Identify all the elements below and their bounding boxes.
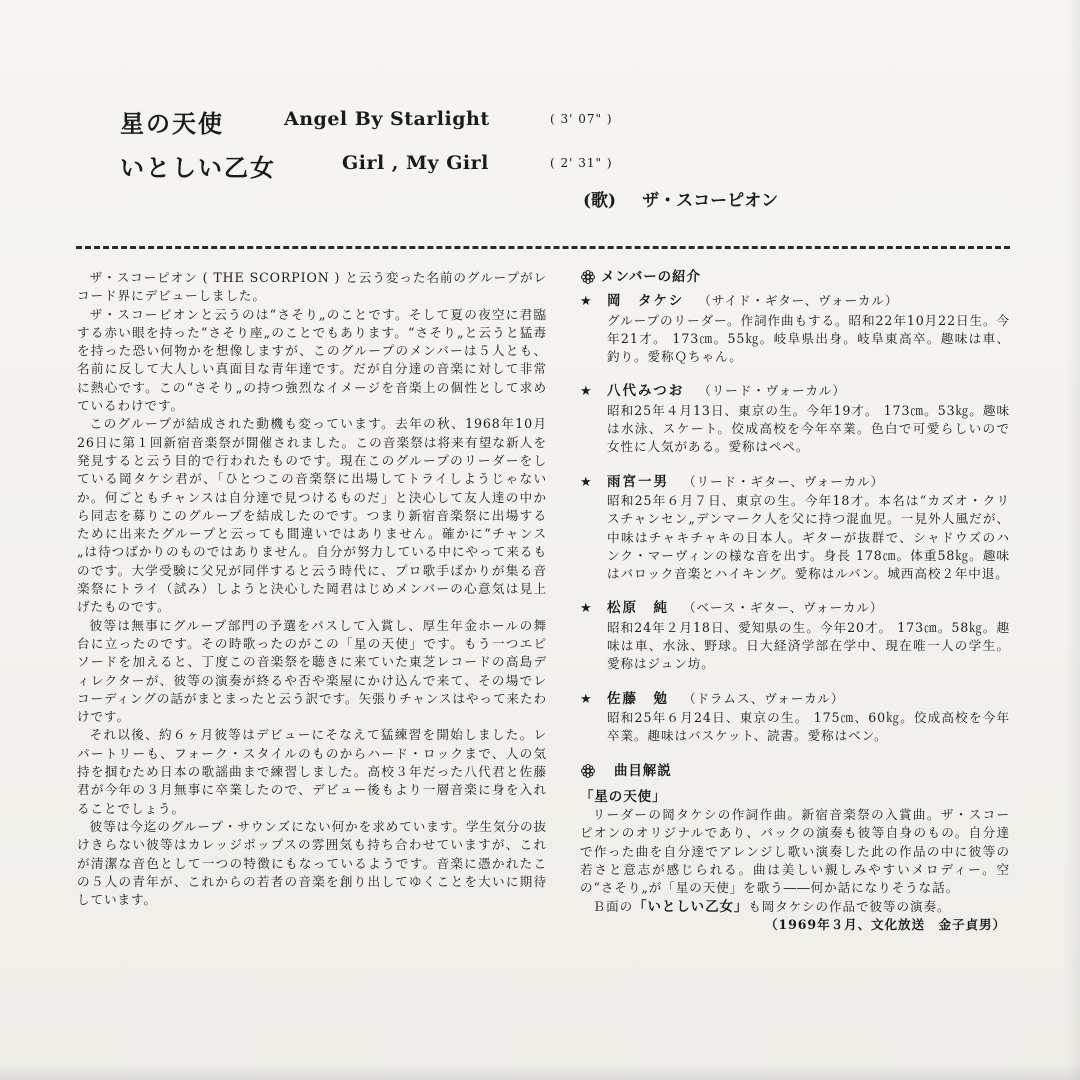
star-icon: ★ — [580, 601, 593, 617]
member-role: （リード・ギター、ヴォーカル） — [683, 473, 885, 489]
members-heading — [580, 268, 1010, 286]
member-role: （リード・ヴォーカル） — [698, 383, 846, 399]
member-description: グループのリーダー。作詞作曲もする。昭和22年10月22日生。今年21才。 173㎝。55㎏。岐阜県出身。岐阜東高卒。趣味は車、釣り。愛称Ｑちゃん。 — [607, 312, 1010, 365]
artist-credit — [583, 186, 778, 211]
song-2-duration: ( 2' 31" ) — [550, 156, 613, 170]
member-name: 佐藤 勉 — [607, 690, 669, 707]
intro-paragraph: ザ・スコーピオンと云うのは“さそり„のことです。そして夏の夜空に君臨する赤い眼を持った“さそり座„のことでもあります。“さそり„と云うと猛毒を持った恐い何物かを想像しますが、このグループのメンバーは５人とも、名前に反して大人しい真面目な青年達です。だが自分達の音楽に対して非常に熱心です。この“さそり„の持つ強烈なイメージを音楽上の個性として求めているわけです。 — [77, 306, 547, 414]
song-2-title-en: Girl , My Girl — [342, 152, 489, 174]
members-column — [580, 268, 1010, 934]
star-icon: ★ — [580, 384, 593, 400]
song-1-duration: ( 3' 07" ) — [550, 112, 613, 126]
member-role: （ドラムス、ヴォーカル） — [683, 690, 845, 706]
member-description: 昭和25年６月24日、東京の生。 175㎝、60㎏。佼成高校を今年卒業。趣味はバスケット、読書。愛称はベン。 — [607, 709, 1010, 744]
sheet-bottom-shadow — [0, 1062, 1080, 1080]
star-icon: ★ — [580, 474, 593, 490]
intro-paragraph: ザ・スコーピオン ( THE SCORPION ) と云う変った名前のグループがレコード界にデビューしました。 — [77, 270, 547, 304]
dashed-divider — [76, 246, 1010, 249]
song-1-title-en: Angel By Starlight — [284, 108, 490, 130]
member-entry — [580, 382, 1010, 456]
song-2-title-jp: いとしい乙女 — [120, 153, 276, 182]
intro-paragraph: このグループが結成された動機も変っています。去年の秋、1968年10月26日に第１回新宿音楽祭が開催されました。この音楽祭は将来有望な新人を発見すると云う目的で行われたものです。現在このグループのリーダーをしている岡タケシ君が、「ひとつこの音楽祭に出場してトライしようじゃないか。何ごともチャンスは自分達で見つけるものだ」と決心して友人達の中から同志を募りこのグループを結成したのです。つまり新宿音楽祭に出場するために出来たグループと云っても間違いではありません。確かに“チャンス„は待つばかりのものではありません。自分が努力している中にやって来るものです。大学受験に父兄が同伴すると云う時代に、プロ歌手ばかりが集る音楽祭にトライ（試み）しようと決心した岡君はじめメンバーの心意気は見上げたものです。 — [77, 416, 547, 615]
intro-column — [77, 269, 547, 909]
member-entry — [580, 473, 1010, 584]
b-side-prefix: Ｂ面の — [592, 898, 634, 914]
songs-heading — [580, 762, 1010, 780]
artist-name: ザ・スコーピオン — [642, 191, 779, 211]
member-entry — [580, 599, 1010, 673]
members-heading-text: メンバーの紹介 — [601, 269, 701, 285]
member-description: 昭和24年２月18日、愛知県の生。今年20才。 173㎝。58㎏。趣味は車、水泳、野球。日大経済学部在学中、現在唯一人の学生。愛称はジュン坊。 — [607, 619, 1010, 672]
intro-paragraph: 彼等は今迄のグループ・サウンズにない何かを求めています。学生気分の抜けきらない彼等はカレッジポップスの雰囲気も持ち合わせていますが、これが清潔な音色として一つの特徴にもなっているようです。音楽に憑かれたこの５人の青年が、これからの若者の音楽を創り出してゆくことを大いに期待しています。 — [77, 818, 547, 908]
member-name: 岡 タケシ — [607, 293, 685, 310]
member-role: （ベース・ギター、ヴォーカル） — [683, 600, 884, 616]
sheet-edge-shadow — [1066, 0, 1080, 1080]
b-side-title: 「いとしい乙女」 — [633, 898, 749, 915]
b-side-suffix: も岡タケシの作品で彼等の演奏。 — [748, 898, 951, 914]
songs-heading-text: 曲目解説 — [614, 762, 672, 779]
song-commentary-text: リーダーの岡タケシの作詞作曲。新宿音楽祭の入賞曲。ザ・スコーピオンのオリジナルであり、バックの演奏も彼等自身のもの。自分達で作った曲を自分達でアレンジし歌い演奏した此の作品の中に彼等の若さと意志が感じられる。曲は美しい親しみやすいメロディー。空の“さそり„が「星の天使」を歌う――何か話になりそうな話。 — [580, 807, 1010, 896]
intro-paragraph: それ以後、約６ヶ月彼等はデビューにそなえて猛練習を開始しました。レパートリーも、フォーク・スタイルのものからハード・ロックまで、人の気持を掴むため日本の歌謡曲まで練習しました。高校３年だった八代君と佐藤君が今年の３月無事に卒業したので、デビュー後もより一層音楽に身を入れることでしょう。 — [77, 727, 547, 816]
flower-ornament-icon — [580, 269, 596, 285]
artist-label: (歌) — [583, 191, 617, 211]
member-description: 昭和25年６月７日、東京の生。今年18才。本名は“カズオ・クリスチャンセン„デンマーク人を父に持つ混血児。一見外人風だが、中味はチャキチャキの日本人。ギターが抜群で、シャドウズのハンク・マーヴィンの様な音を出す。身長 178㎝。体重58㎏。趣味はバロック音楽とハイキング。愛称はルバン。城西高校２年中退。 — [607, 492, 1010, 582]
star-icon: ★ — [580, 691, 593, 707]
member-name: 松原 純 — [607, 600, 669, 617]
b-side-note — [580, 898, 1010, 916]
song-commentary-title: 「星の天使」 — [580, 788, 667, 805]
member-role: （サイド・ギター、ヴォーカル） — [698, 293, 899, 309]
intro-paragraph: 彼等は無事にグループ部門の予選をパスして入賞し、厚生年金ホールの舞台に立ったのです。その時歌ったのがこの「星の天使」です。もう一つエピソードを加えると、丁度この音楽祭を聴きに来ていた東芝レコードの高島ディレクターが、彼等の演奏が終るや否や楽屋にかけ込んで来て、その場でレコーディングの話がまとまったと云う訳です。矢張りチャンスはやって来たわけです。 — [77, 617, 547, 725]
member-name: 雨宮一男 — [607, 473, 669, 490]
flower-ornament-icon — [580, 763, 596, 779]
member-description: 昭和25年４月13日、東京の生。今年19才。 173㎝。53㎏。趣味は水泳、スケート。佼成高校を今年卒業。色白で可愛らしいので女性に人気がある。愛称はペペ。 — [607, 402, 1010, 455]
member-entry — [580, 690, 1010, 746]
star-icon: ★ — [580, 294, 593, 310]
member-name: 八代みつお — [607, 383, 685, 400]
writer-credit: （1969年３月、文化放送 金子貞男） — [764, 916, 1006, 932]
member-entry — [580, 292, 1010, 366]
song-1-title-jp: 星の天使 — [120, 109, 224, 138]
